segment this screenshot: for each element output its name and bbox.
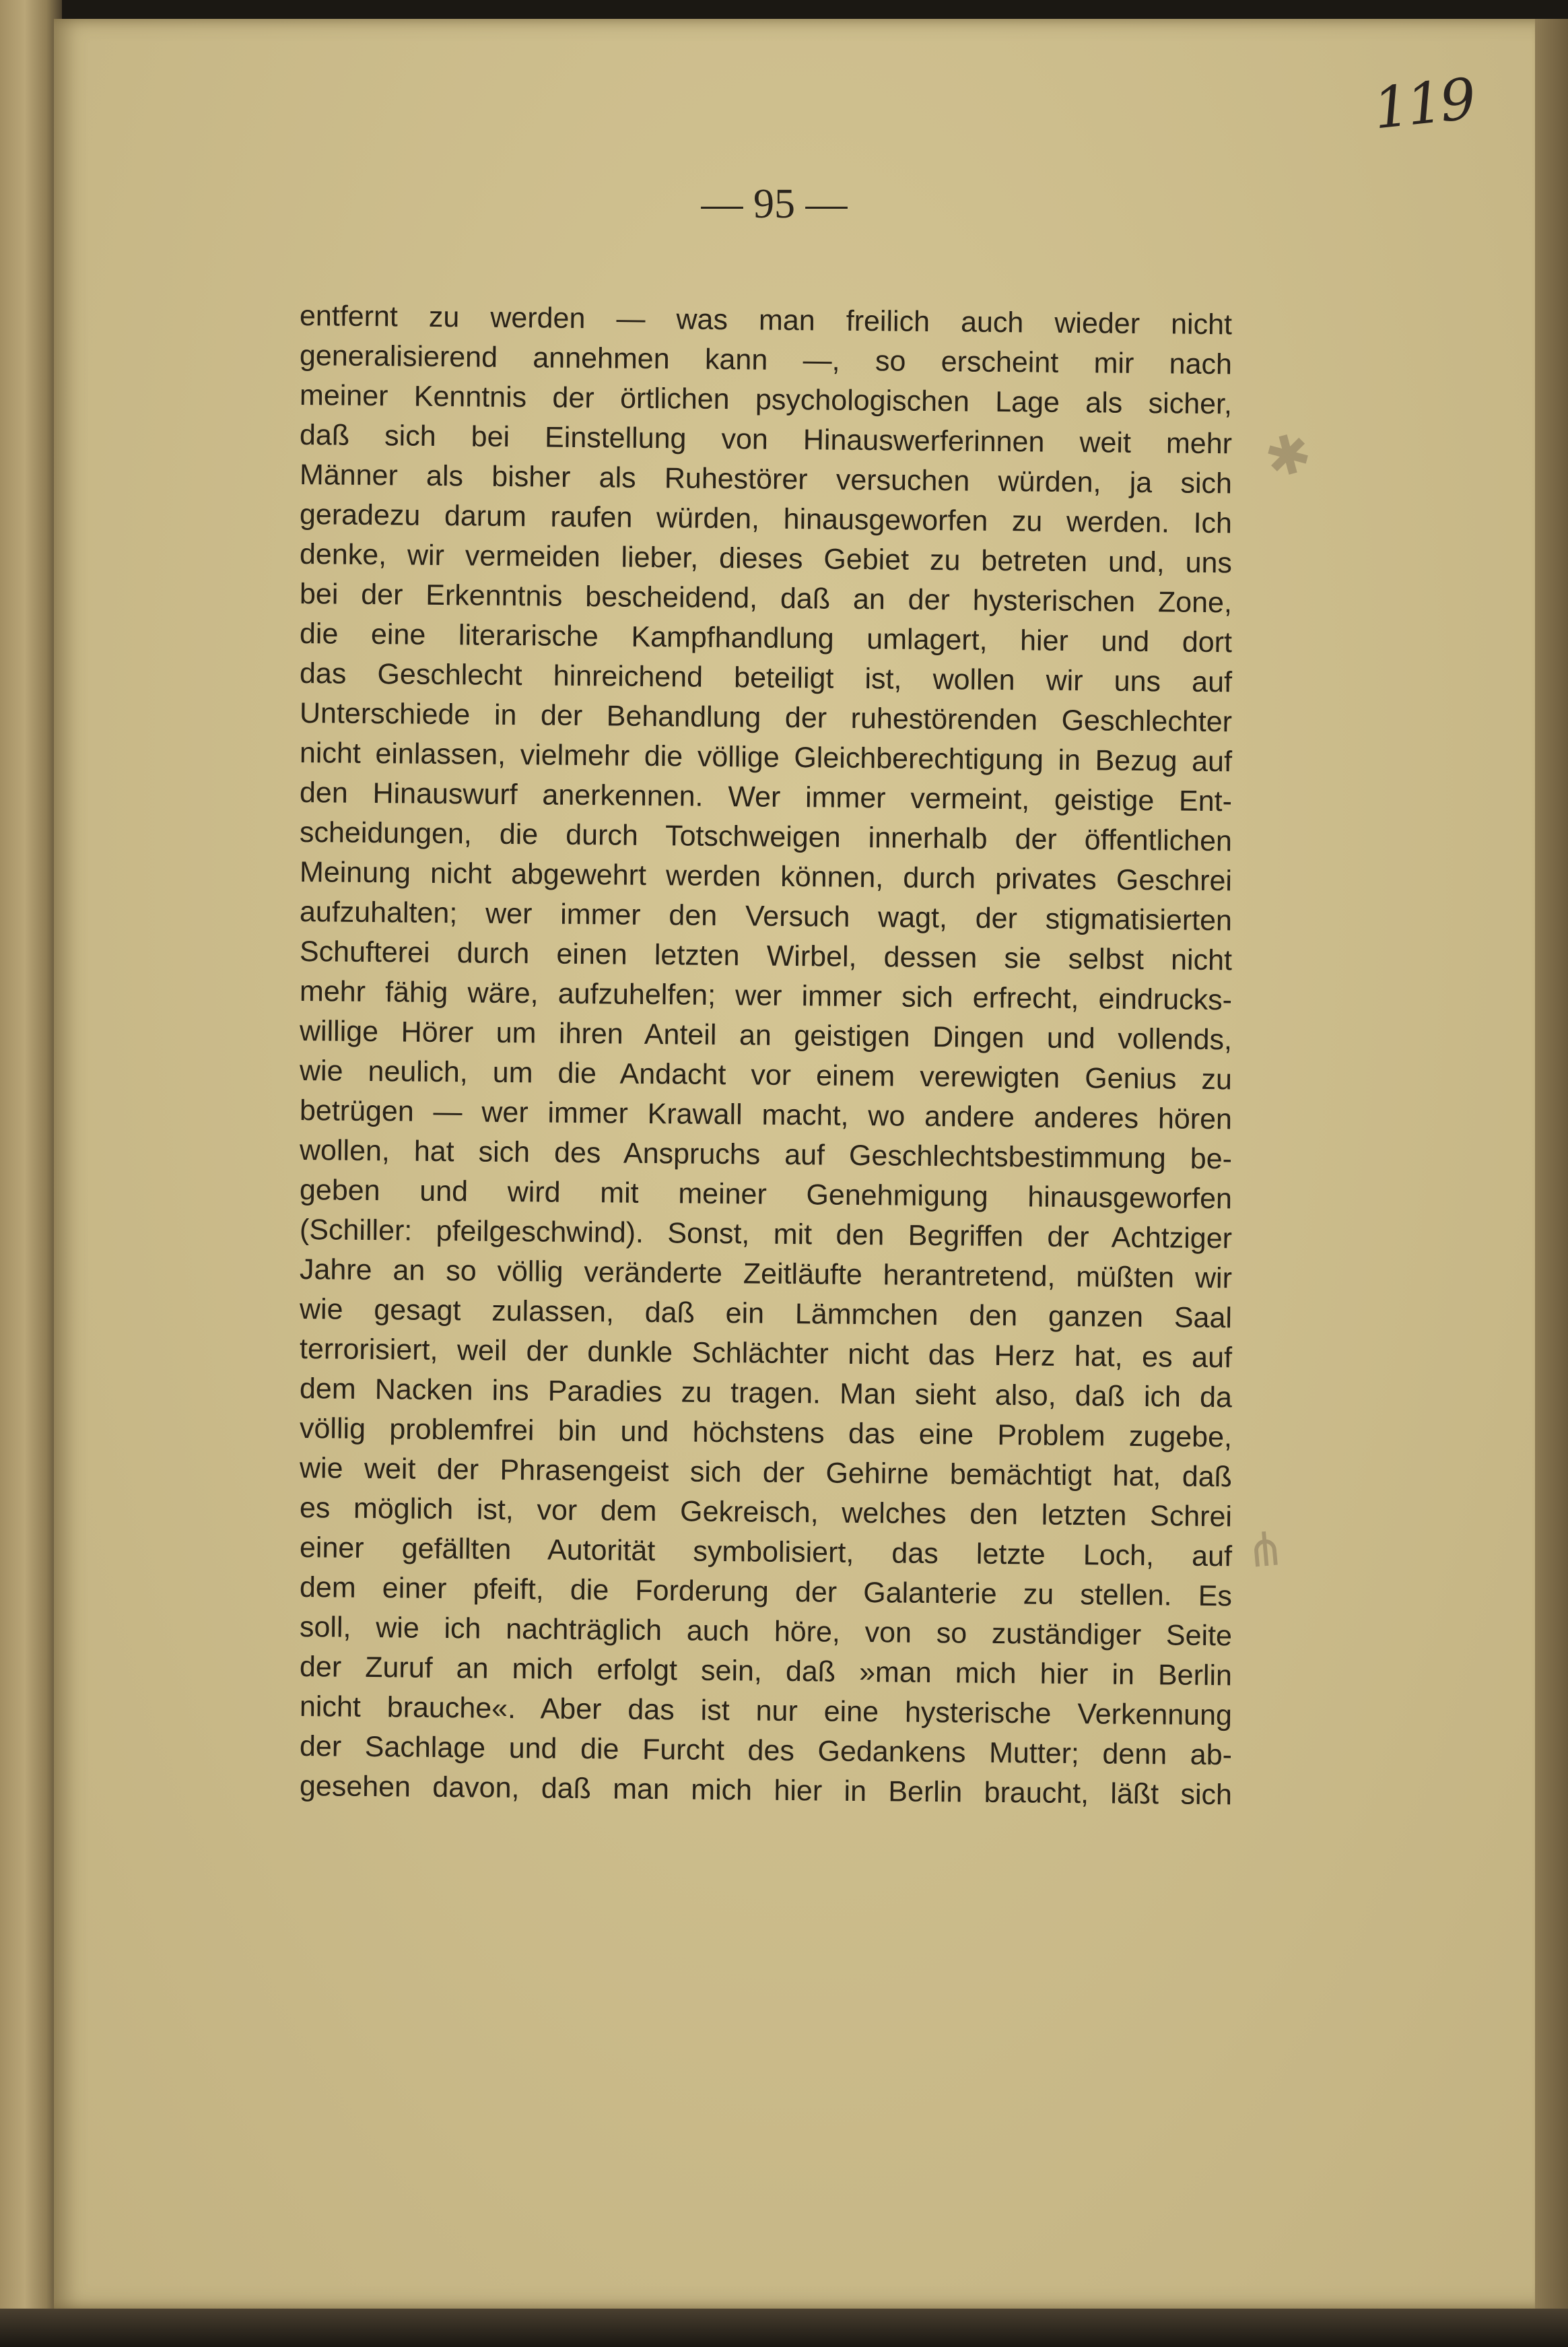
bottom-dark-strip — [0, 2309, 1568, 2347]
text-line: betrügen — wer immer Krawall macht, wo andere anderes hören — [299, 1094, 1233, 1136]
text-line: einer gefällten Autorität symbolisiert, das letzte Loch, auf — [299, 1531, 1233, 1573]
text-line: wollen, hat sich des Anspruchs auf Geschlechtsbestimmung be- — [299, 1134, 1233, 1176]
page-number: — 95 — — [701, 181, 848, 227]
body-text — [299, 296, 1233, 1812]
text-line: aufzuhalten; wer immer den Versuch wagt, der stigmatisierten — [299, 896, 1233, 937]
text-line: meiner Kenntnis der örtlichen psychologischen Lage als sicher, — [299, 379, 1233, 421]
text-line: der Sachlage und die Furcht des Gedankens Mutter; denn ab- — [299, 1730, 1233, 1772]
text-line: denke, wir vermeiden lieber, dieses Gebiet zu betreten und, uns — [299, 538, 1233, 580]
binding-edge — [0, 0, 62, 2347]
handwritten-folio-number: 119 — [1370, 65, 1477, 142]
text-line: Jahre an so völlig veränderte Zeitläufte herantretend, müßten wir — [299, 1253, 1233, 1295]
text-line: wie gesagt zulassen, daß ein Lämmchen den ganzen Saal — [299, 1293, 1233, 1335]
text-line: das Geschlecht hinreichend beteiligt ist, wollen wir uns auf — [299, 657, 1233, 699]
text-line: geben und wird mit meiner Genehmigung hinausgeworfen — [299, 1174, 1233, 1216]
text-line: völlig problemfrei bin und höchstens das eine Problem zugebe, — [299, 1412, 1233, 1454]
text-line: gesehen davon, daß man mich hier in Berlin braucht, läßt sich — [299, 1770, 1233, 1812]
text-line: der Zuruf an mich erfolgt sein, daß »man mich hier in Berlin — [299, 1651, 1233, 1692]
text-line: dem einer pfeift, die Forderung der Galanterie zu stellen. Es — [299, 1571, 1233, 1613]
text-line: bei der Erkenntnis bescheidend, daß an der hysterischen Zone, — [299, 578, 1233, 620]
text-line: nicht einlassen, vielmehr die völlige Gleichberechtigung in Bezug auf — [299, 737, 1233, 779]
text-line: terrorisiert, weil der dunkle Schlächter nicht das Herz hat, es auf — [299, 1333, 1233, 1375]
text-line: die eine literarische Kampfhandlung umlagert, hier und dort — [299, 618, 1233, 659]
text-line: Meinung nicht abgewehrt werden können, durch privates Geschrei — [299, 856, 1233, 898]
pencil-mark-icon: ⋔ — [1243, 1520, 1288, 1579]
text-line: wie neulich, um die Andacht vor einem verewigten Genius zu — [299, 1055, 1233, 1096]
text-line: dem Nacken ins Paradies zu tragen. Man sieht also, daß ich da — [299, 1373, 1233, 1414]
text-line: Schufterei durch einen letzten Wirbel, dessen sie selbst nicht — [299, 935, 1233, 977]
text-line: soll, wie ich nachträglich auch höre, von so zuständiger Seite — [299, 1611, 1233, 1653]
text-line: daß sich bei Einstellung von Hinauswerferinnen weit mehr — [299, 419, 1233, 461]
text-line: entfernt zu werden — was man freilich auch wieder nicht — [299, 300, 1233, 341]
text-line: wie weit der Phrasengeist sich der Gehirne bemächtigt hat, daß — [299, 1452, 1233, 1494]
text-line: scheidungen, die durch Totschweigen innerhalb der öffentlichen — [299, 816, 1233, 858]
pencil-mark-icon: ✱ — [1258, 419, 1318, 492]
text-line: generalisierend annehmen kann —, so erscheint mir nach — [299, 339, 1233, 381]
text-line: den Hinauswurf anerkennen. Wer immer vermeint, geistige Ent- — [299, 776, 1233, 818]
text-line: Männer als bisher als Ruhestörer versuchen würden, ja sich — [299, 459, 1233, 500]
text-line: (Schiller: pfeilgeschwind). Sonst, mit den Begriffen der Achtziger — [299, 1214, 1233, 1255]
right-page-edge — [1535, 19, 1568, 2309]
text-line: willige Hörer um ihren Anteil an geistigen Dingen und vollends, — [299, 1015, 1233, 1057]
text-line: geradezu darum raufen würden, hinausgeworfen zu werden. Ich — [299, 498, 1233, 540]
text-line: mehr fähig wäre, aufzuhelfen; wer immer sich erfrecht, eindrucks- — [299, 975, 1233, 1017]
text-line: es möglich ist, vor dem Gekreisch, welches den letzten Schrei — [299, 1492, 1233, 1533]
text-line: Unterschiede in der Behandlung der ruhestörenden Geschlechter — [299, 697, 1233, 739]
text-line: nicht brauche«. Aber das ist nur eine hysterische Verkennung — [299, 1690, 1233, 1732]
